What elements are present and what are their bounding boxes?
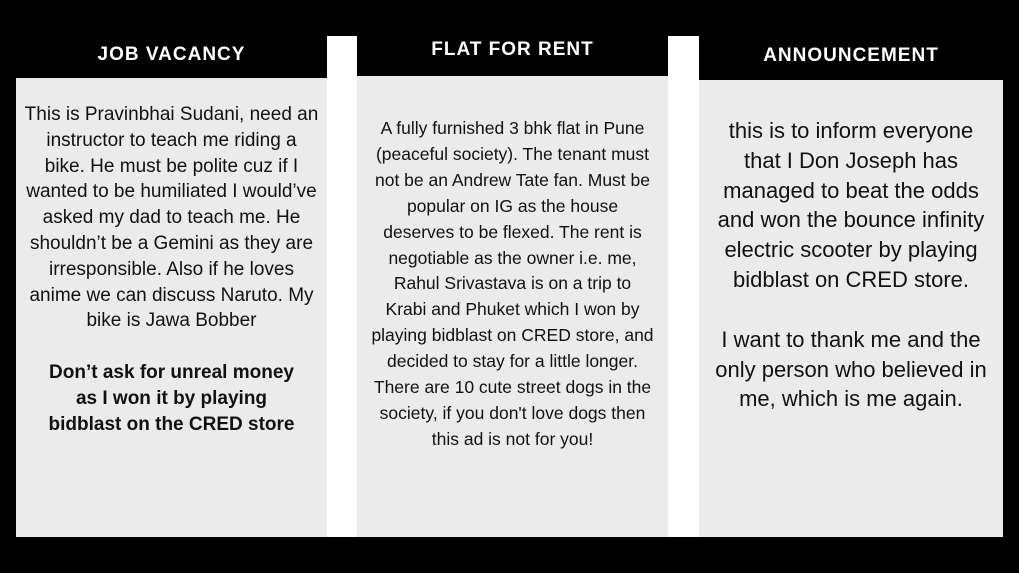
job-vacancy-text: This is Pravinbhai Sudani, need an instructor to teach me riding a bike. He must be polite cuz if I wanted to be humiliated I would’ve asked my dad to teach me. He shouldn’t be a Gemini as they are irresponsible. Also if he loves anime we can discuss Naruto. My bike is Jawa Bobber [24, 104, 319, 332]
job-vacancy-panel [16, 36, 327, 537]
announcement-thanks-text: I want to thank me and the only person who believed in me, which is me again. [715, 326, 987, 412]
job-vacancy-body [16, 102, 327, 438]
announcement-body [699, 116, 1003, 414]
panel-divider-right [668, 36, 699, 537]
flat-for-rent-title: FLAT FOR RENT [357, 36, 668, 76]
job-vacancy-title: JOB VACANCY [16, 36, 327, 78]
job-vacancy-bold-note: Don’t ask for unreal money as I won it by playing bidblast on the CRED store [48, 362, 295, 435]
announcement-title: ANNOUNCEMENT [699, 36, 1003, 80]
flat-for-rent-text: A fully furnished 3 bhk flat in Pune (peaceful society). The tenant must not be an Andrew Tate fan. Must be popular on IG as the house deserves to be flexed. The rent is negotiable as the owner i.e. me, Rahul Srivastava is on a trip to Krabi and Phuket which I won by playing bidblast on CRED store, and decided to stay for a little longer. There are 10 cute street dogs in the society, if you don't love dogs then this ad is not for you! [371, 118, 654, 449]
announcement-text: this is to inform everyone that I Don Joseph has managed to beat the odds and won the bounce infinity electric scooter by playing bidblast on CRED store. [717, 118, 985, 292]
panel-divider-left [327, 36, 357, 537]
announcement-panel [699, 36, 1003, 537]
flat-for-rent-panel [357, 36, 668, 537]
flat-for-rent-body [357, 116, 668, 453]
